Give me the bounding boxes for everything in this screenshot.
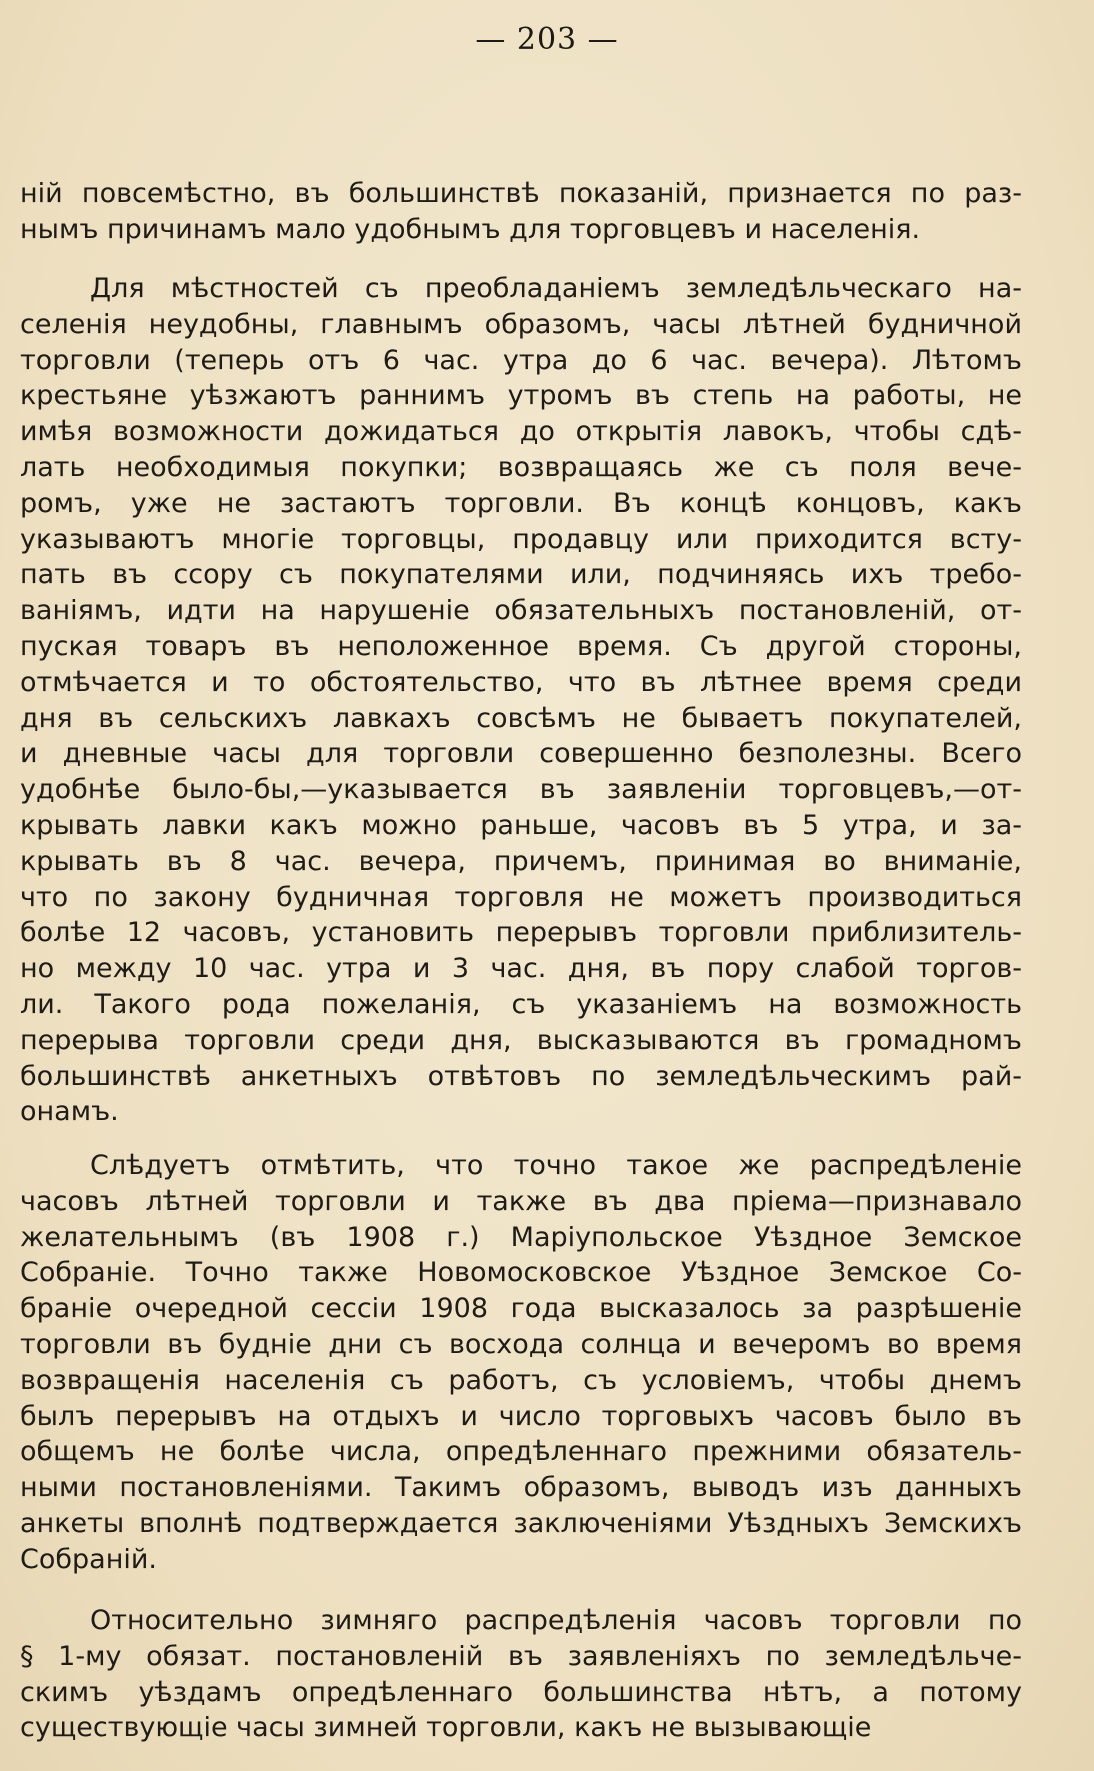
text-line: анкеты вполнѣ подтверждается заключеніями Уѣздныхъ Земскихъ bbox=[20, 1507, 1022, 1539]
text-line: Слѣдуетъ отмѣтить, что точно такое же распредѣленіе bbox=[90, 1150, 1022, 1181]
text-line: имѣя возможности дожидаться до открытія лавокъ, чтобы сдѣ- bbox=[20, 416, 1022, 448]
text-line: перерыва торговли среди дня, высказываются въ громадномъ bbox=[20, 1024, 1022, 1056]
text-line: часовъ лѣтней торговли и также въ два пріема—признавало bbox=[20, 1185, 1022, 1217]
text-line: ными постановленіями. Такимъ образомъ, выводъ изъ данныхъ bbox=[20, 1472, 1022, 1504]
text-line: крестьяне уѣзжаютъ раннимъ утромъ въ степь на работы, не bbox=[20, 380, 1022, 412]
text-line: торговли (теперь отъ 6 час. утра до 6 час. вечера). Лѣтомъ bbox=[20, 344, 1022, 376]
text-line: торговли въ будніе дни съ восхода солнца и вечеромъ во время bbox=[20, 1328, 1022, 1360]
text-line: крывать лавки какъ можно раньше, часовъ въ 5 утра, и за- bbox=[20, 809, 1022, 841]
text-line: большинствѣ анкетныхъ отвѣтовъ по земледѣльческимъ рай- bbox=[20, 1060, 1022, 1092]
text-line: селенія неудобны, главнымъ образомъ, часы лѣтней будничной bbox=[20, 308, 1022, 340]
text-line: ли. Такого рода пожеланія, съ указаніемъ на возможность bbox=[20, 988, 1022, 1020]
text-line: желательнымъ (въ 1908 г.) Маріупольское Уѣздное Земское bbox=[20, 1221, 1022, 1253]
text-line: общемъ не болѣе числа, опредѣленнаго прежними обязатель- bbox=[20, 1436, 1022, 1468]
text-line: § 1-му обязат. постановленій въ заявленіяхъ по земледѣльче- bbox=[20, 1640, 1022, 1672]
text-line: Относительно зимняго распредѣленія часовъ торговли по bbox=[90, 1605, 1022, 1636]
text-line: лать необходимыя покупки; возвращаясь же съ поля вече- bbox=[20, 451, 1022, 483]
text-line: но между 10 час. утра и 3 час. дня, въ пору слабой торгов- bbox=[20, 953, 1022, 985]
text-line: Для мѣстностей съ преобладаніемъ земледѣльческаго на- bbox=[90, 273, 1022, 304]
text-line: ромъ, уже не застаютъ торговли. Въ концѣ концовъ, какъ bbox=[20, 487, 1022, 519]
text-line: ваніямъ, идти на нарушеніе обязательныхъ постановленій, от- bbox=[20, 595, 1022, 627]
text-line: и дневные часы для торговли совершенно безполезны. Всего bbox=[20, 738, 1022, 770]
text-line: пать въ ссору съ покупателями или, подчиняясь ихъ требо- bbox=[20, 559, 1022, 591]
paragraph-1 bbox=[20, 176, 1022, 248]
paragraph-2 bbox=[20, 271, 1022, 1130]
text-line: крывать въ 8 час. вечера, причемъ, принимая во вниманіе, bbox=[20, 845, 1022, 877]
text-line: существующіе часы зимней торговли, какъ не вызывающіе bbox=[20, 1712, 872, 1744]
text-line: возвращенія населенія съ работъ, съ условіемъ, чтобы днемъ bbox=[20, 1364, 1022, 1396]
text-line: что по закону будничная торговля не можетъ производиться bbox=[20, 881, 1022, 913]
text-line: браніе очередной сессіи 1908 года высказалось за разрѣшеніе bbox=[20, 1293, 1022, 1325]
paragraph-3 bbox=[20, 1148, 1022, 1578]
text-line: удобнѣе было-бы,—указывается въ заявленіи торговцевъ,—от- bbox=[20, 774, 1022, 806]
text-line: отмѣчается и то обстоятельство, что въ лѣтнее время среди bbox=[20, 666, 1022, 698]
text-line: пуская товаръ въ неположенное время. Съ другой стороны, bbox=[20, 630, 1022, 662]
text-line: указываютъ многіе торговцы, продавцу или приходится всту- bbox=[20, 523, 1022, 555]
text-line: ній повсемѣстно, въ большинствѣ показаній, признается по раз- bbox=[20, 178, 1022, 209]
text-line: скимъ уѣздамъ опредѣленнаго большинства нѣтъ, а потому bbox=[20, 1676, 1022, 1708]
text-line: дня въ сельскихъ лавкахъ совсѣмъ не бываетъ покупателей, bbox=[20, 702, 1022, 734]
text-line: болѣе 12 часовъ, установить перерывъ торговли приблизитель- bbox=[20, 917, 1022, 949]
text-line: Собраніе. Точно также Новомосковское Уѣздное Земское Со- bbox=[20, 1257, 1022, 1289]
text-line: былъ перерывъ на отдыхъ и число торговыхъ часовъ было въ bbox=[20, 1400, 1022, 1432]
text-line: Собраній. bbox=[20, 1543, 157, 1575]
text-line: нымъ причинамъ мало удобнымъ для торговцевъ и населенія. bbox=[20, 213, 921, 245]
text-line: онамъ. bbox=[20, 1096, 119, 1128]
paragraph-4 bbox=[20, 1603, 1022, 1746]
page-number: — 203 — bbox=[475, 22, 619, 57]
